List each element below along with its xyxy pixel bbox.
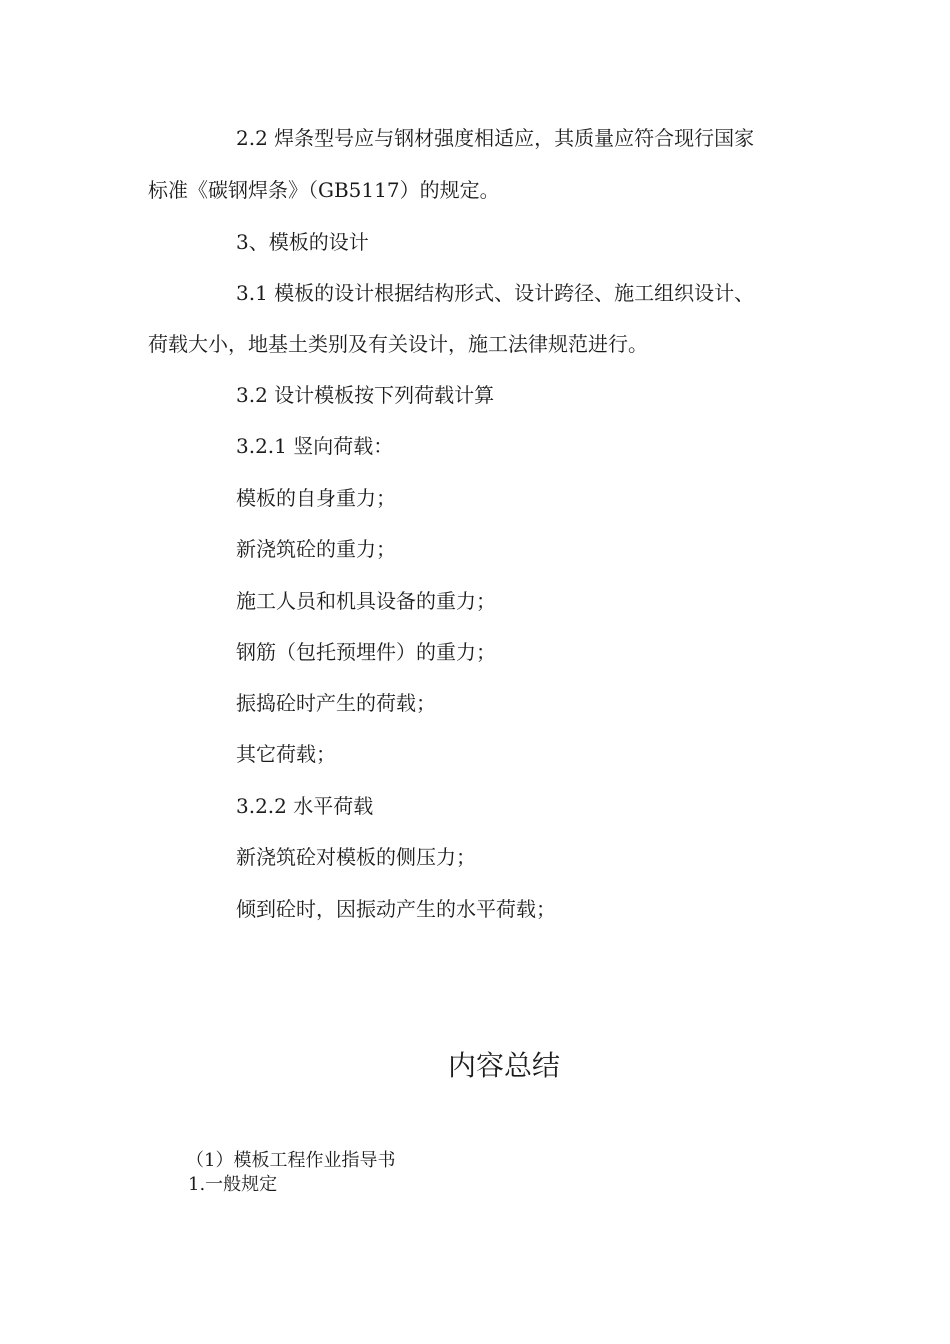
- paragraph-2-2-line2: 标准《碳钢焊条》（GB5117）的规定。: [148, 178, 500, 202]
- paragraph-3-1-line2: 荷载大小，地基土类别及有关设计，施工法律规范进行。: [148, 332, 648, 356]
- section-heading-template-design: 3、模板的设计: [236, 230, 369, 254]
- list-item: 模板的自身重力；: [236, 486, 396, 510]
- list-item: 其它荷载；: [236, 742, 336, 766]
- list-item: 倾到砼时，因振动产生的水平荷载；: [236, 897, 556, 921]
- summary-item-guide: （1）模板工程作业指导书: [186, 1150, 396, 1171]
- paragraph-3-1-line1: 3.1 模板的设计根据结构形式、设计跨径、施工组织设计、: [236, 281, 755, 305]
- list-item: 新浇筑砼的重力；: [236, 537, 396, 561]
- list-item: 施工人员和机具设备的重力；: [236, 589, 496, 613]
- list-item: 钢筋（包托预埋件）的重力；: [236, 640, 496, 664]
- subheading-3-2-1: 3.2.1 竖向荷载：: [236, 434, 394, 458]
- list-item: 振捣砼时产生的荷载；: [236, 691, 436, 715]
- list-item: 新浇筑砼对模板的侧压力；: [236, 845, 476, 869]
- paragraph-3-2: 3.2 设计模板按下列荷载计算: [236, 383, 495, 407]
- summary-title: 内容总结: [447, 1049, 560, 1082]
- summary-item-general-rules: 1.一般规定: [188, 1174, 278, 1195]
- subheading-3-2-2: 3.2.2 水平荷载: [236, 794, 374, 818]
- paragraph-2-2-line1: 2.2 焊条型号应与钢材强度相适应，其质量应符合现行国家: [236, 126, 755, 150]
